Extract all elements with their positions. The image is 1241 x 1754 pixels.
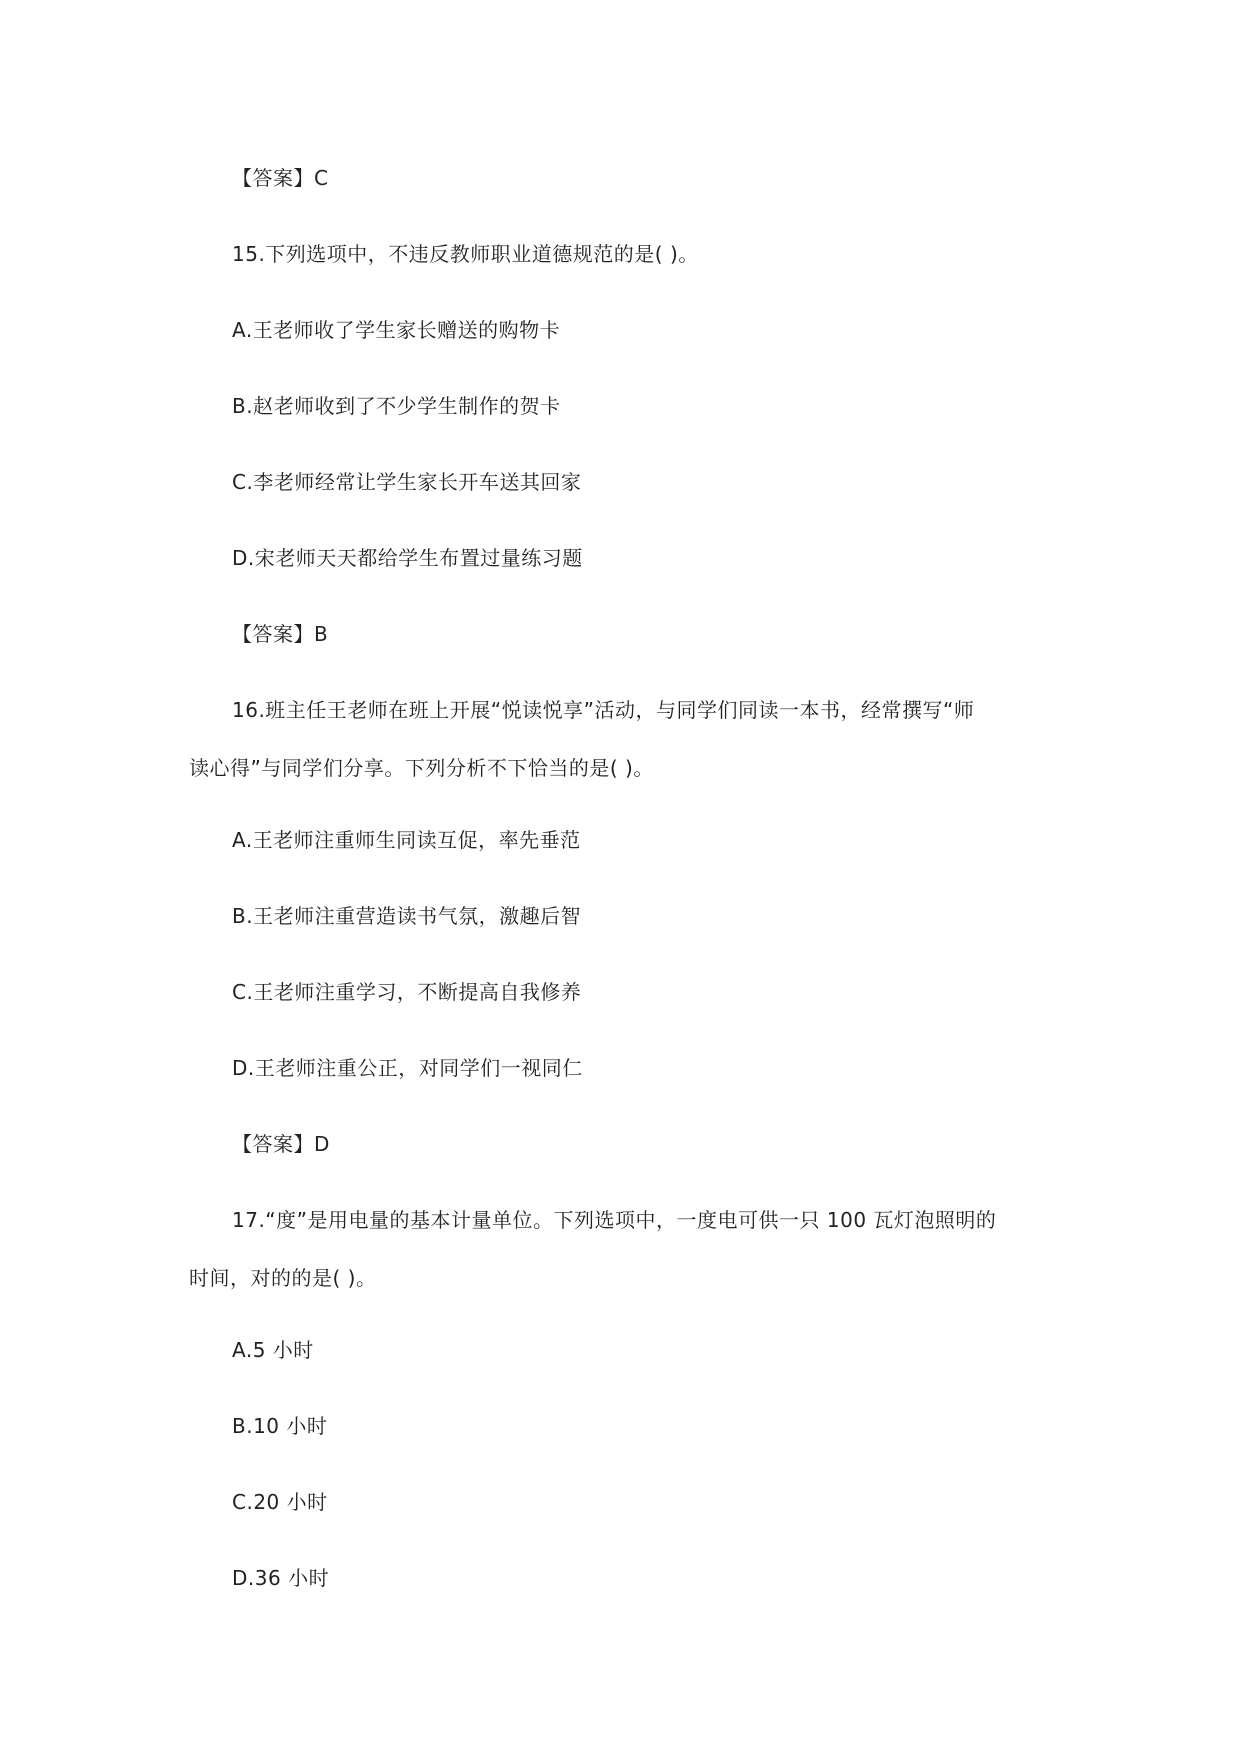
question-17-option-c: C.20 小时 [232, 1490, 328, 1514]
question-16-stem-line1: 16.班主任王老师在班上开展“悦读悦享”活动，与同学们同读一本书，经常撰写“师 [232, 698, 975, 722]
question-16-stem-line2: 读心得”与同学们分享。下列分析不下恰当的是( )。 [189, 756, 654, 780]
answer-16: 【答案】D [232, 1132, 330, 1156]
question-15-option-d: D.宋老师天天都给学生布置过量练习题 [232, 546, 583, 570]
question-16-option-d: D.王老师注重公正，对同学们一视同仁 [232, 1056, 583, 1080]
question-15-option-c: C.李老师经常让学生家长开车送其回家 [232, 470, 582, 494]
question-17-option-d: D.36 小时 [232, 1566, 330, 1590]
question-16-option-a: A.王老师注重师生同读互促，率先垂范 [232, 828, 581, 852]
question-15-option-a: A.王老师收了学生家长赠送的购物卡 [232, 318, 561, 342]
question-15-stem: 15.下列选项中，不违反教师职业道德规范的是( )。 [232, 242, 699, 266]
question-17-stem-line2: 时间，对的的是( )。 [189, 1266, 377, 1290]
question-17-option-a: A.5 小时 [232, 1338, 314, 1362]
question-16-option-b: B.王老师注重营造读书气氛，激趣后智 [232, 904, 582, 928]
answer-15: 【答案】B [232, 622, 329, 646]
question-17-option-b: B.10 小时 [232, 1414, 328, 1438]
answer-14: 【答案】C [232, 166, 329, 190]
question-16-option-c: C.王老师注重学习，不断提高自我修养 [232, 980, 582, 1004]
question-17-stem-line1: 17.“度”是用电量的基本计量单位。下列选项中，一度电可供一只 100 瓦灯泡照明的 [232, 1208, 997, 1232]
question-15-option-b: B.赵老师收到了不少学生制作的贺卡 [232, 394, 561, 418]
